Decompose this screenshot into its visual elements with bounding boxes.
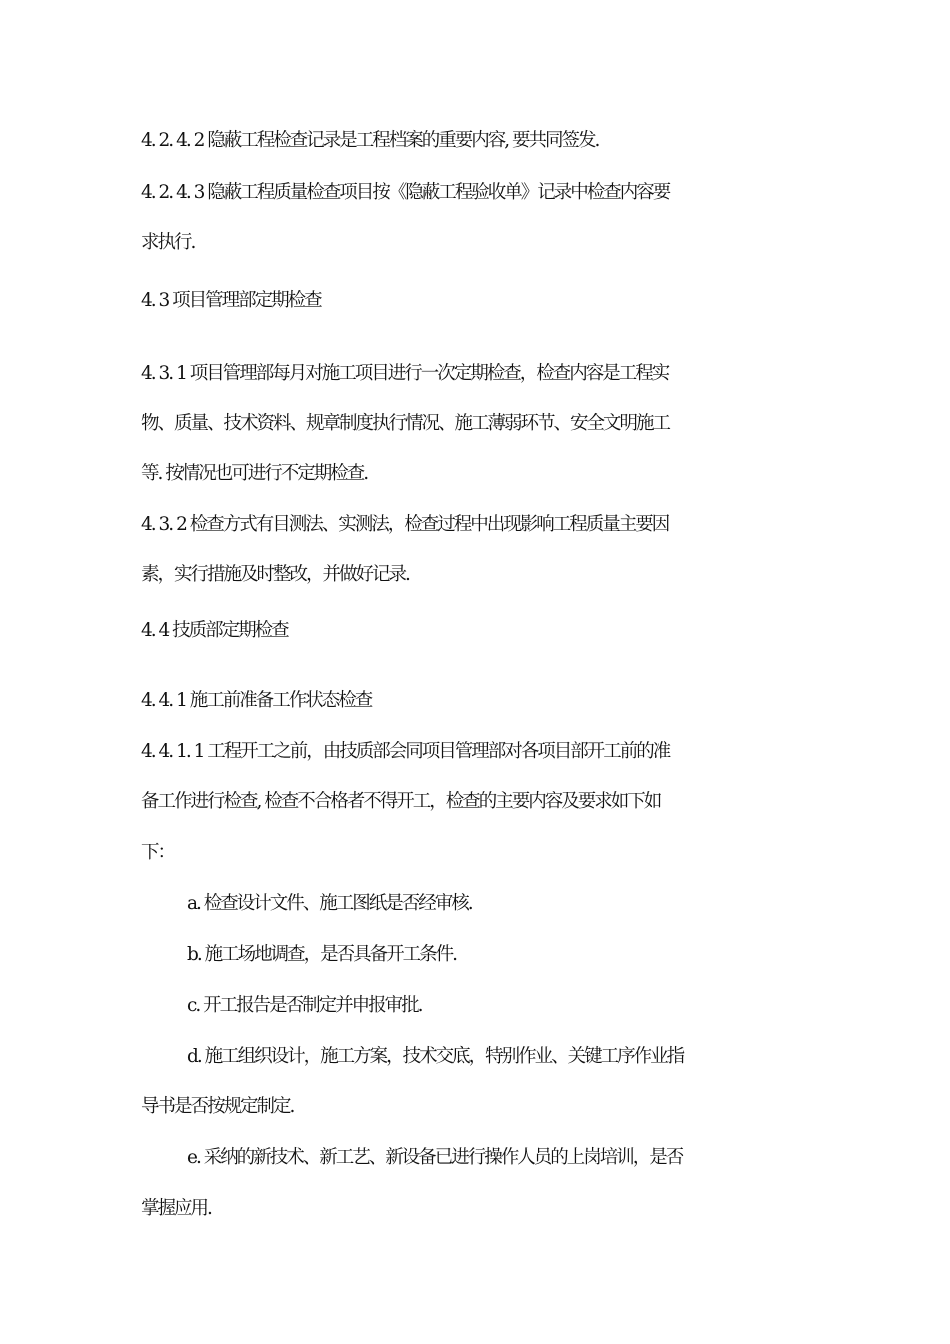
paragraph-4-4-1-1-line-1: 4. 4. 1. 1 工程开工之前，由技质部会同项目管理部对各项目部开工前的准 (141, 741, 670, 762)
list-item-c: c. 开工报告是否制定并申报审批. (187, 995, 422, 1016)
paragraph-4-2-4-2: 4. 2. 4. 2 隐蔽工程检查记录是工程档案的重要内容, 要共同签发. (141, 130, 599, 151)
list-item-e-line-2: 掌握应用. (141, 1198, 211, 1219)
paragraph-4-3-1-line-1: 4. 3. 1 项目管理部每月对施工项目进行一次定期检查，检查内容是工程实 (141, 363, 669, 384)
paragraph-4-3-1-line-2: 物、质量、技术资料、规章制度执行情况、施工薄弱环节、安全文明施工 (141, 413, 670, 434)
heading-4-4-1: 4. 4. 1 施工前准备工作状态检查 (141, 690, 372, 711)
list-item-d-line-1: d. 施工组织设计，施工方案，技术交底，特别作业、关键工序作业指 (187, 1046, 684, 1067)
paragraph-4-4-1-1-line-3: 下： (141, 842, 175, 863)
paragraph-4-4-1-1-line-2: 备工作进行检查, 检查不合格者不得开工，检查的主要内容及要求如下如 (141, 791, 661, 812)
list-item-a: a. 检查设计文件、施工图纸是否经审核. (187, 893, 472, 914)
paragraph-4-2-4-3-line-1: 4. 2. 4. 3 隐蔽工程质量检查项目按《隐蔽工程验收单》记录中检查内容要 (141, 182, 670, 203)
paragraph-4-3-2-line-1: 4. 3. 2 检查方式有目测法、实测法，检查过程中出现影响工程质量主要因 (141, 514, 669, 535)
list-item-e-line-1: e. 采纳的新技术、新工艺、新设备已进行操作人员的上岗培训，是否 (187, 1147, 683, 1168)
heading-4-3: 4. 3 项目管理部定期检查 (141, 290, 321, 311)
paragraph-4-3-2-line-2: 素，实行措施及时整改，并做好记录. (141, 564, 409, 585)
heading-4-4: 4. 4 技质部定期检查 (141, 620, 288, 641)
list-item-d-line-2: 导书是否按规定制定. (141, 1096, 294, 1117)
paragraph-4-3-1-line-3: 等. 按情况也可进行不定期检查. (141, 463, 368, 484)
list-item-b: b. 施工场地调查，是否具备开工条件. (187, 944, 456, 965)
paragraph-4-2-4-3-line-2: 求执行. (141, 232, 195, 253)
